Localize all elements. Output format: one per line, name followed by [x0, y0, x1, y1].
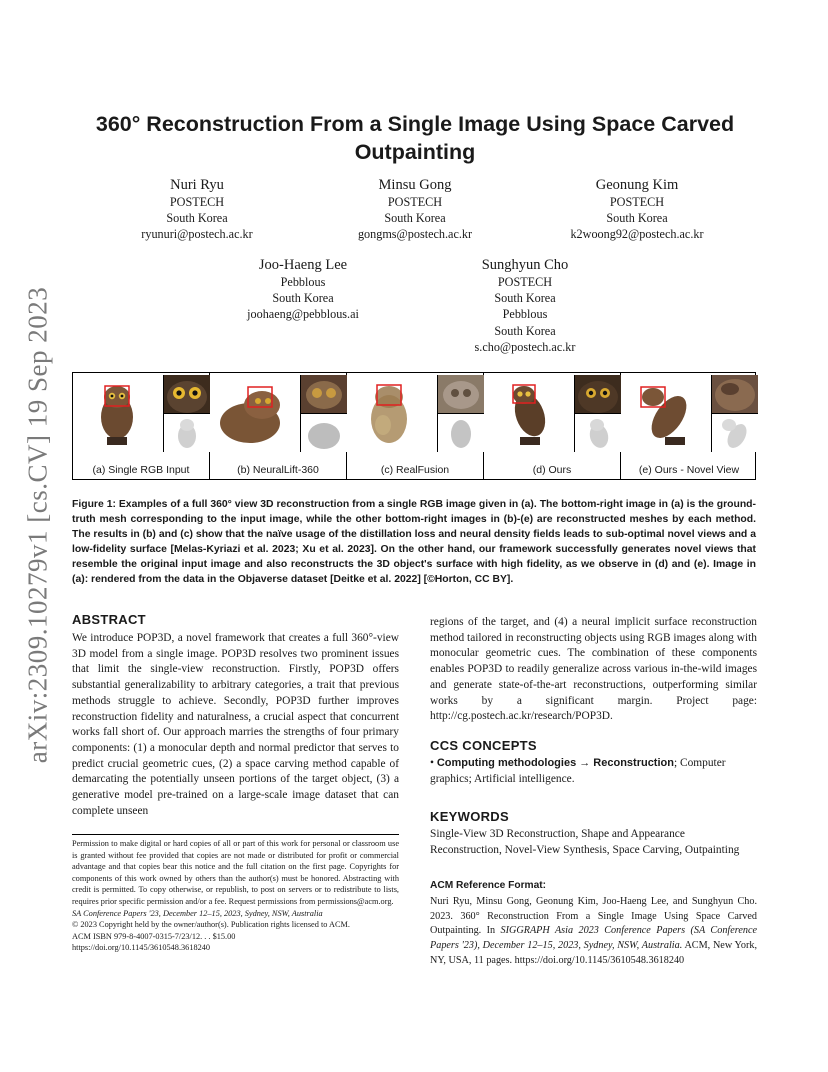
figure-panel-d [484, 373, 621, 479]
figure-panel-label: (b) NeuralLift-360 [237, 464, 319, 476]
author-country: South Korea [272, 291, 334, 306]
keywords-text: Single-View 3D Reconstruction, Shape and Appearance Reconstruction, Novel-View Synthesis, Space Carving, Outpainting [430, 828, 740, 856]
ccs-heading: CCS CONCEPTS [430, 738, 537, 753]
figure-panel-e [621, 373, 757, 479]
copyright-line: © 2023 Copyright held by the owner/author(s). Publication rights licensed to ACM. [72, 920, 350, 930]
figure-panel-label: (a) Single RGB Input [92, 464, 190, 476]
owl-mesh [163, 414, 210, 452]
author-affiliation: POSTECH [609, 195, 665, 209]
doi-link[interactable]: https://doi.org/10.1145/3610548.3618240 [72, 943, 211, 953]
owl-mesh [300, 414, 347, 452]
isbn-line: ACM ISBN 979-8-4007-0315-7/23/12. . . $15.00 [72, 931, 236, 941]
author-email[interactable]: s.cho@postech.ac.kr [474, 339, 576, 354]
author-affiliation: POSTECH [387, 195, 443, 209]
permission-notice: Permission to make digital or hard copies of all or part of this work for personal or classroom use is granted without fee provided that copies are not made or distributed for profit or commercial advantage and that copies bear this notice and the full citation on the first page. Copyrights for components of this work owned by others than the author(s) must be honored. Abstracting with credit is permitted. To copy otherwise, or republish, to post on servers or to redistribute to lists, requires prior specific permission and/or a fee. Request permissions from permissions@acm.org. [72, 839, 399, 906]
author-minsu-gong [330, 176, 500, 243]
acm-ref-authors: Nuri Ryu, Minsu Gong, Geonung Kim, Joo-Haeng Lee, and Sunghyun Cho. 2023. 360° Reconstruction From a Single Image Using Space Carved Outpainting. In [430, 896, 757, 937]
abstract-text-left: We introduce POP3D, a novel framework that creates a full 360°-view 3D model from a single image. POP3D resolves two prominent issues that limit the single-view reconstruction. Firstly, POP3D offers substantial generalizability to arbitrary categories, a trait that previous methods struggle to achieve. Secondly, POP3D further improves reconstruction fidelity and naturalness, a crucial aspect that concurrent works fall short of. Our approach marries the strengths of four primary components: (1) a monocular depth and normal predictor that serves to predict crucial geometric cues, (2) a space carving method capable of demarcating the potentially unseen portions of the target object, (3) a generative model pre-trained on a large-scale image dataset that can complete unseen [72, 632, 399, 817]
owl-input-image [75, 375, 159, 451]
figure-caption: Figure 1: Examples of a full 360° view 3D reconstruction from a single RGB image given in (a). The bottom-right image in (a) is the ground-truth mesh corresponding to the input image, while the other bottom-right images in (b)-(e) are reconstructed meshes by each method. The results in (b) and (c) show that the naïve usage of the distillation loss and neural density fields leads to sub-optimal novel views and a low-fidelity surface [Melas-Kyriazi et al. 2023; Xu et al. 2023]. On the other hand, our framework successfully generates novel views that resemble the original input image and also reconstructs the 3D object's surface with high fidelity, as we observe in (d) and (e). Image in (a): rendered from the data in the Objaverse dataset [Deitke et al. 2022] [©Horton, CC BY]. [72, 499, 756, 585]
author-name: Minsu Gong [378, 177, 452, 193]
keywords-heading: KEYWORDS [430, 809, 509, 824]
figure-panel-a [73, 373, 210, 479]
figure-panel-label: (c) RealFusion [380, 464, 450, 476]
abstract-text-right: regions of the target, and (4) a neural implicit surface reconstruction method tailored in reconstructing objects using RGB images along with monocular geometric cues. The combination of these components enables POP3D to readily generalize across various in-the-wild images and generate state-of-the-art reconstructions, outperforming similar works by a significant margin. Project page: http://cg.postech.ac.kr/research/POP3D. [430, 616, 757, 723]
acm-ref-venue: SIGGRAPH Asia 2023 Conference Papers (SA Conference Papers '23), December 12–15, 2023, Sydney, NSW, Australia. [430, 925, 758, 952]
ccs-bullet: • [430, 757, 434, 769]
ccs-rest: ; Computer graphics; Artificial intelligence. [430, 757, 726, 785]
ccs-text [430, 756, 757, 787]
author-name: Nuri Ryu [170, 177, 224, 193]
owl-zoom-crop [711, 375, 758, 414]
author-email[interactable]: k2woong92@postech.ac.kr [570, 227, 704, 242]
author-sunghyun-cho [440, 256, 610, 355]
author-country: South Korea [494, 291, 556, 306]
author-name: Joo-Haeng Lee [258, 257, 348, 273]
author-geonung-kim [547, 176, 727, 243]
owl-zoom-crop [163, 375, 210, 414]
author-joo-haeng-lee [218, 256, 388, 323]
figure-panel-label: (e) Ours - Novel View [638, 464, 740, 476]
author-email[interactable]: joohaeng@pebblous.ai [247, 307, 359, 322]
acm-ref-text [430, 895, 757, 969]
author-country: South Korea [384, 211, 446, 226]
copyright-block [72, 838, 399, 954]
author-email[interactable]: gongms@postech.ac.kr [357, 227, 473, 242]
owl-ours-image [486, 375, 570, 451]
author-email[interactable]: ryunuri@postech.ac.kr [141, 227, 253, 242]
author-name: Sunghyun Cho [481, 257, 569, 273]
footnote-divider [72, 834, 399, 835]
author-country: South Korea [606, 211, 668, 226]
owl-zoom-crop [574, 375, 621, 414]
figure-panel-b [210, 373, 347, 479]
author-affiliation: POSTECH [169, 195, 225, 209]
owl-neurallift-image [212, 375, 296, 451]
arxiv-side-stamp: arXiv:2309.10279v1 [cs.CV] 19 Sep 2023 [22, 286, 53, 764]
owl-novel-view-image [623, 375, 707, 451]
acm-ref-heading: ACM Reference Format: [430, 880, 547, 891]
author-nuri-ryu [112, 176, 282, 243]
author-affiliation: Pebblous [280, 275, 326, 289]
author-country-2: South Korea [494, 323, 556, 338]
owl-mesh [574, 414, 621, 452]
author-affiliation-2: Pebblous [502, 307, 548, 322]
owl-zoom-crop [437, 375, 484, 414]
venue-line: SA Conference Papers '23, December 12–15, 2023, Sydney, NSW, Australia [72, 908, 323, 918]
acm-ref-publisher: ACM, New York, NY, USA, 11 pages. https://doi.org/10.1145/3610548.3618240 [430, 940, 758, 966]
figure-panel-c [347, 373, 484, 479]
paper-title: 360° Reconstruction From a Single Image Using Space Carved Outpainting [95, 112, 735, 164]
author-name: Geonung Kim [595, 177, 679, 193]
owl-realfusion-image [349, 375, 433, 451]
owl-mesh [711, 414, 758, 452]
author-affiliation: POSTECH [497, 275, 553, 289]
abstract-heading: ABSTRACT [72, 612, 146, 627]
figure-panel-label: (d) Ours [532, 464, 572, 476]
owl-zoom-crop [300, 375, 347, 414]
figure-teaser [72, 372, 756, 480]
owl-mesh [437, 414, 484, 452]
author-country: South Korea [166, 211, 228, 226]
ccs-concept: Computing methodologies → Reconstruction [436, 757, 674, 769]
